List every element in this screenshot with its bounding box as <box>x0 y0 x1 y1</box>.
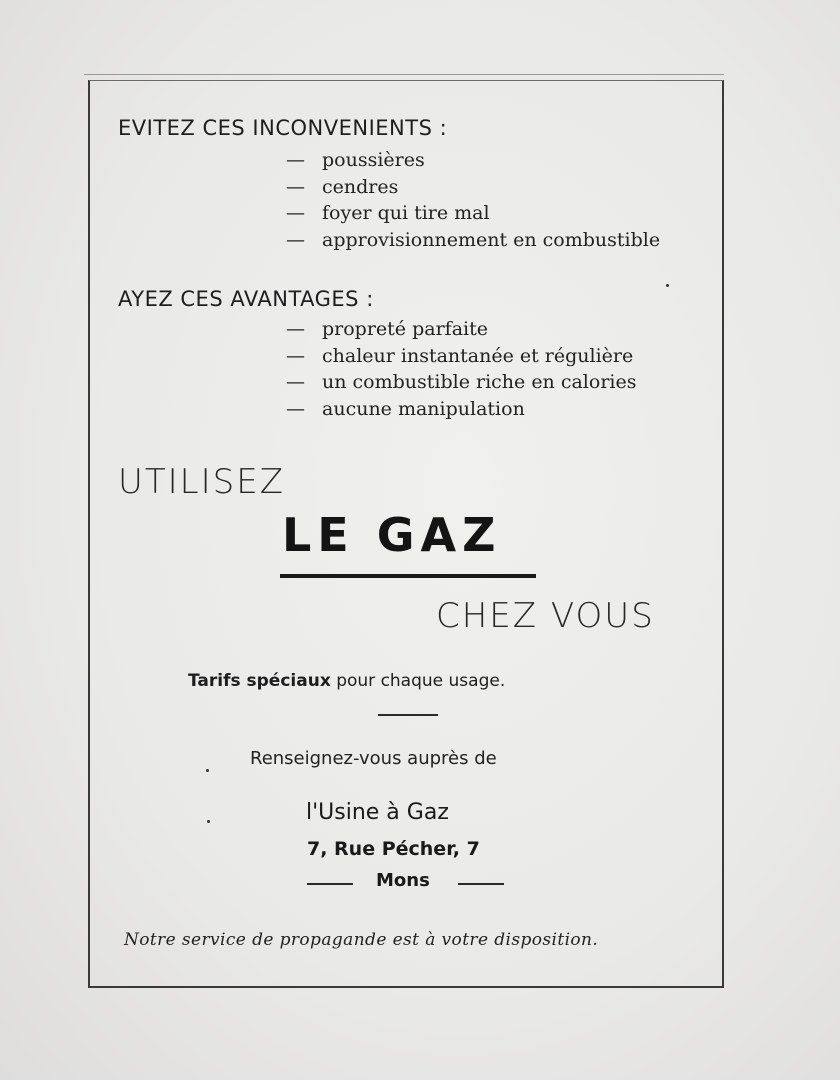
list-item-text: cendres <box>322 175 399 198</box>
footer-note: Notre service de propagande est à votre disposition. <box>124 930 599 950</box>
slogan-underline <box>280 574 536 578</box>
contact-street: 7, Rue Pécher, 7 <box>307 838 480 860</box>
list-item-text: poussières <box>322 149 425 171</box>
list-item <box>286 147 660 174</box>
print-speck <box>207 820 210 823</box>
contact-city: Mons <box>376 870 430 891</box>
dash-glyph: — <box>286 371 305 393</box>
print-speck <box>206 769 209 772</box>
dash-glyph: — <box>286 149 305 171</box>
dash-glyph: — <box>286 397 305 420</box>
list-item-text: un combustible riche en calories <box>322 371 637 393</box>
list-item-text: propreté parfaite <box>322 318 488 340</box>
frame-top-rule <box>84 74 724 75</box>
slogan-utilisez: UTILISEZ <box>118 462 286 502</box>
tarifs-line <box>188 671 505 691</box>
dash-glyph: — <box>286 318 305 340</box>
print-speck <box>666 284 669 287</box>
list-item <box>286 369 636 396</box>
list-item <box>286 227 660 254</box>
avantages-list <box>286 316 636 422</box>
city-rule-right <box>458 883 504 885</box>
list-item <box>286 396 636 423</box>
inconvenients-list <box>286 147 660 253</box>
dash-glyph: — <box>286 202 305 224</box>
dash-glyph: — <box>286 344 305 367</box>
list-item <box>286 316 636 343</box>
divider-rule <box>378 714 438 716</box>
avantages-heading: AYEZ CES AVANTAGES : <box>118 287 374 311</box>
list-item <box>286 200 660 227</box>
list-item-text: foyer qui tire mal <box>322 202 490 224</box>
tarifs-rest: pour chaque usage. <box>336 671 506 691</box>
list-item <box>286 174 660 201</box>
dash-glyph: — <box>286 228 305 251</box>
contact-name: l'Usine à Gaz <box>306 800 449 825</box>
dash-glyph: — <box>286 175 305 198</box>
list-item-text: chaleur instantanée et régulière <box>322 344 634 367</box>
list-item-text: aucune manipulation <box>322 397 525 420</box>
inconvenients-heading: EVITEZ CES INCONVENIENTS : <box>118 116 448 140</box>
contact-intro: Renseignez-vous auprès de <box>250 748 497 769</box>
slogan-le-gaz: LE GAZ <box>282 508 502 562</box>
city-rule-left <box>307 883 353 885</box>
slogan-chez-vous: CHEZ VOUS <box>436 596 655 636</box>
list-item <box>286 343 636 370</box>
list-item-text: approvisionnement en combustible <box>322 228 661 251</box>
tarifs-bold: Tarifs spéciaux <box>188 671 331 691</box>
